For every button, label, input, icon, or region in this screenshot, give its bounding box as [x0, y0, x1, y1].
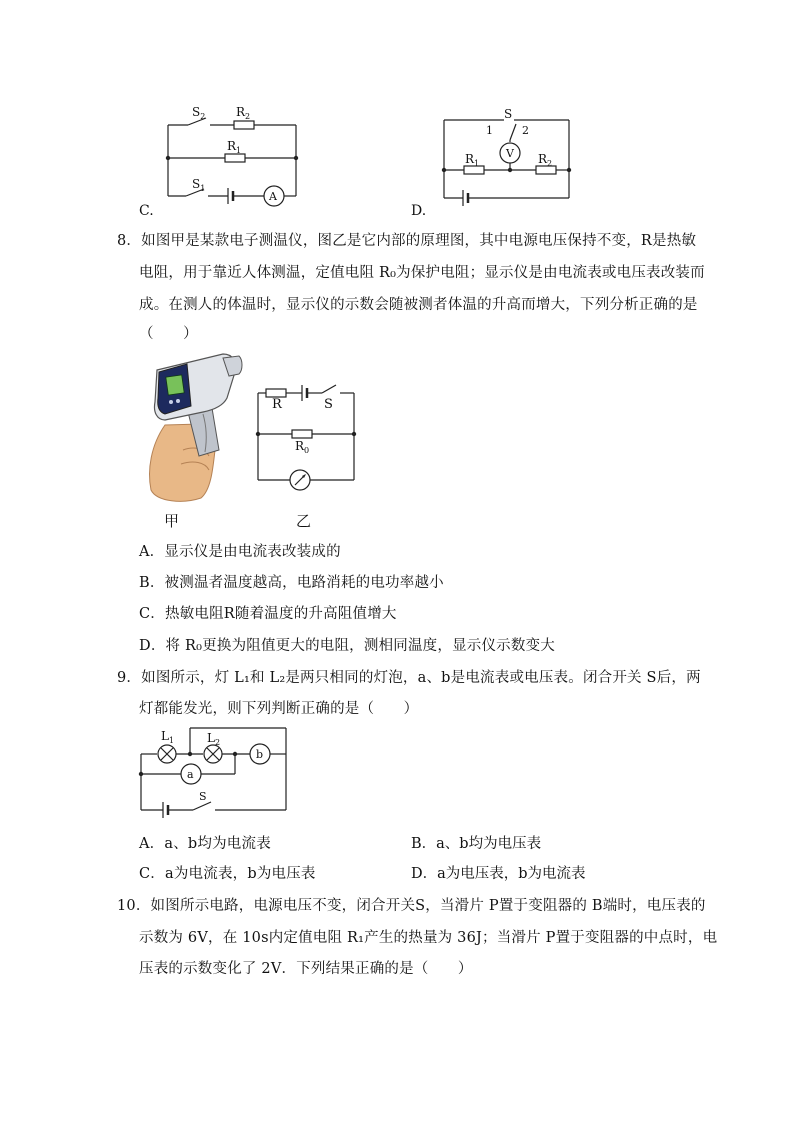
terminal-1-label: 1: [486, 124, 493, 137]
q10-stem-line-3: 压表的示数变化了 2V．下列结果正确的是（ ）: [139, 961, 473, 977]
figure-jia-label: 甲: [164, 512, 180, 530]
q9-option-d: D．a为电压表，b为电流表: [411, 866, 586, 882]
q10-stem-line-1: 10．如图所示电路，电源电压不变，闭合开关S，当滑片 P置于变阻器的 B端时，电压表的: [117, 898, 706, 914]
q8-option-d: D．将 R₀更换为阻值更大的电阻，测相同温度，显示仪示数变大: [139, 638, 555, 654]
switch-s1-label: $S_1$: [192, 177, 206, 193]
figure-yi-label: 乙: [296, 512, 312, 530]
switch-s-label: S: [324, 397, 333, 412]
circuit-diagram-d: [430, 100, 590, 215]
q8-option-a: A．显示仪是由电流表改装成的: [139, 544, 341, 560]
q9-option-b: B．a、b均为电压表: [411, 836, 542, 852]
q8-stem-line-2: 电阻，用于靠近人体测温，定值电阻 R₀为保护电阻；显示仪是由电流表或电压表改装而: [139, 265, 705, 281]
circuit-diagram-yi: [250, 375, 365, 495]
resistor-r2-label: $R_2$: [538, 152, 553, 168]
meter-a-label: a: [187, 768, 194, 781]
lamp-l2-label: $L_2$: [207, 731, 221, 747]
q10-stem-line-2: 示数为 6V，在 10s内定值电阻 R₁产生的热量为 36J；当滑片 P置于变阻器的中点时，电: [139, 930, 718, 946]
q8-stem-line-1: 8．如图甲是某款电子测温仪，图乙是它内部的原理图，其中电源电压保持不变，R是热敏: [117, 233, 697, 249]
resistor-r1-label: $R_1$: [465, 152, 480, 168]
voltmeter-label: V: [506, 147, 514, 160]
meter-b-label: b: [256, 748, 264, 761]
circuit-diagram-q9: [135, 722, 295, 814]
q7-option-c-label: C.: [139, 203, 154, 219]
q8-option-b: B．被测温者温度越高，电路消耗的电功率越小: [139, 575, 444, 591]
resistor-r-label: R: [272, 397, 282, 412]
thermometer-illustration: [143, 350, 248, 510]
terminal-2-label: 2: [522, 124, 529, 137]
q8-stem-line-4: （ ）: [139, 326, 198, 342]
circuit-diagram-c: [130, 100, 330, 215]
ammeter-label: A: [269, 190, 277, 203]
q9-option-c: C．a为电流表，b为电压表: [139, 866, 316, 882]
switch-s-label: S: [504, 107, 513, 121]
q7-option-d-label: D.: [411, 203, 427, 219]
q9-option-a: A．a、b均为电流表: [139, 836, 271, 852]
q8-stem-line-3: 成。在测人的体温时，显示仪的示数会随被测者体温的升高而增大，下列分析正确的是: [139, 297, 698, 313]
resistor-r0-label: $R_0$: [295, 439, 310, 455]
q8-option-c: C．热敏电阻R随着温度的升高阻值增大: [139, 606, 397, 622]
q9-stem-line-1: 9．如图所示，灯 L₁和 L₂是两只相同的灯泡，a、b是电流表或电压表。闭合开关 S后，两: [117, 670, 701, 686]
q9-stem-line-2: 灯都能发光，则下列判断正确的是（ ）: [139, 701, 419, 717]
resistor-r2-label: $R_2$: [236, 105, 251, 121]
lamp-l1-label: $L_1$: [161, 729, 175, 745]
resistor-r1-label: $R_1$: [227, 139, 242, 155]
switch-s2-label: $S_2$: [192, 105, 206, 121]
switch-s-label: S: [199, 790, 207, 803]
